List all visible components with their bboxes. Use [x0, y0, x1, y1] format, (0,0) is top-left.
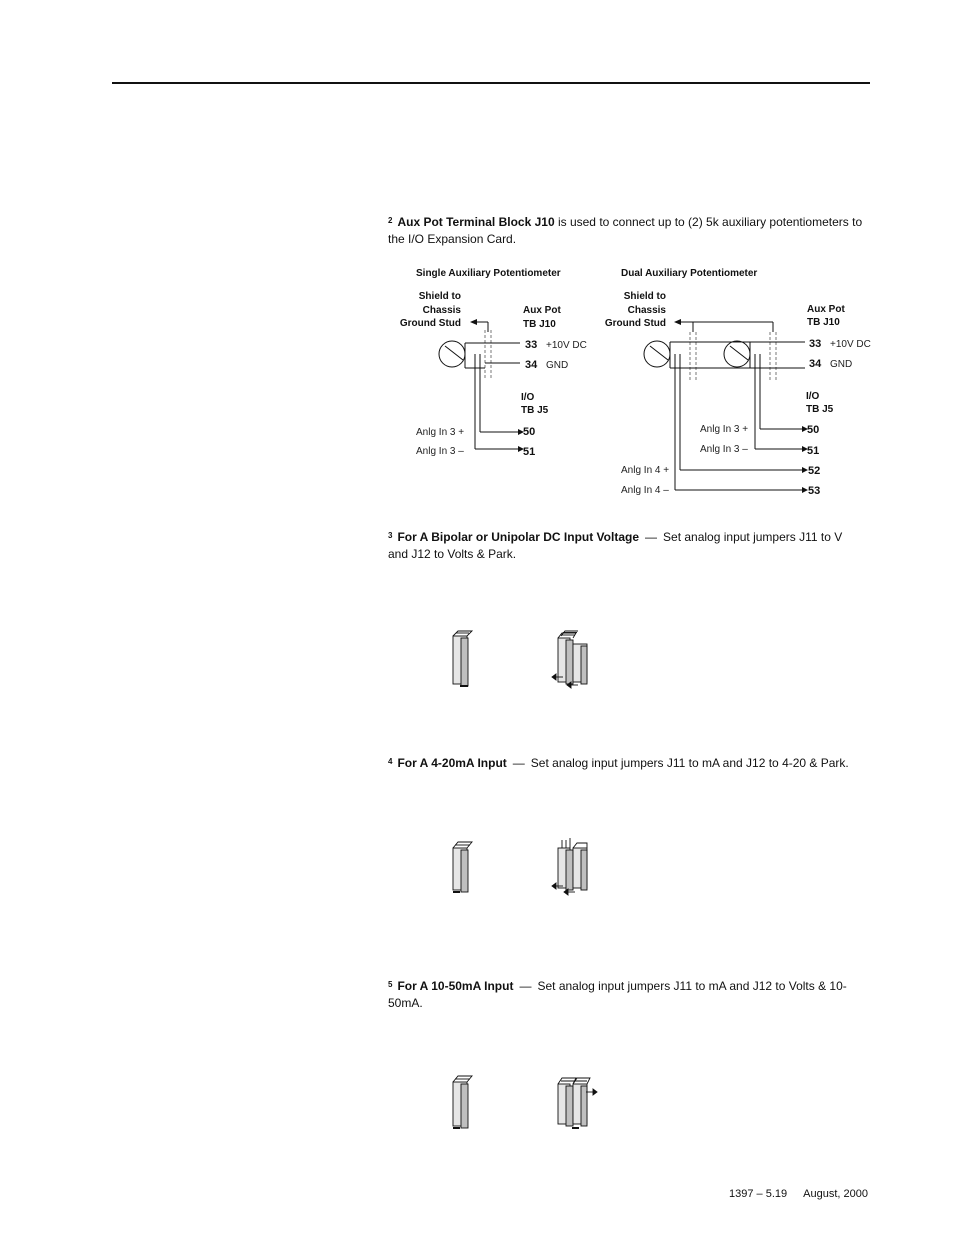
- dual-shield-line-2: Chassis: [627, 305, 666, 316]
- note-number: 2: [388, 216, 393, 225]
- dual-input-52: 52: [808, 465, 821, 477]
- note-text: Set analog input jumpers J11 to mA and J12 to 4-20 & Park.: [530, 756, 849, 770]
- jumper-j11-icon: [453, 1076, 472, 1128]
- dual-terminal-33: 33: [809, 338, 822, 350]
- note-heading: For A 4-20mA Input: [397, 756, 507, 770]
- single-title: Single Auxiliary Potentiometer: [416, 268, 561, 279]
- note-4-20ma: [388, 755, 864, 772]
- dual-io-line-1: I/O: [806, 391, 820, 402]
- dual-input-53-label: Anlg In 4 –: [621, 485, 669, 496]
- dual-input-50-label: Anlg In 3 +: [700, 424, 749, 435]
- note-heading: Aux Pot Terminal Block J10: [397, 215, 555, 229]
- note-text: Set analog input jumpers J11 to V and J12 to Volts & Park.: [388, 530, 843, 561]
- single-input-51-label: Anlg In 3 –: [416, 446, 464, 457]
- dual-title: Dual Auxiliary Potentiometer: [621, 268, 758, 279]
- dual-input-53: 53: [808, 485, 821, 497]
- dual-auxpot-line-2: TB J10: [807, 317, 840, 328]
- page-footer: [729, 1188, 868, 1200]
- dual-terminal-33-label: +10V DC: [830, 339, 871, 350]
- note-heading: For A 10-50mA Input: [397, 979, 514, 993]
- dual-auxpot-line-1: Aux Pot: [807, 304, 845, 315]
- single-terminal-34: 34: [525, 359, 538, 371]
- jumper-j11-icon: [453, 842, 472, 892]
- note-text: Set analog input jumpers J11 to mA and J12 to Volts & 10-50mA.: [388, 979, 847, 1010]
- jumper-illustration-10-50ma: [440, 1070, 610, 1136]
- footer-doc-number: 1397 – 5.19: [729, 1188, 788, 1200]
- single-auxpot-line-1: Aux Pot: [523, 305, 561, 316]
- note-number: 4: [388, 757, 393, 766]
- dual-io-line-2: TB J5: [806, 404, 834, 415]
- jumper-illustration-4-20ma: [440, 834, 600, 900]
- note-dc-voltage: [388, 529, 864, 563]
- single-io-line-2: TB J5: [521, 405, 549, 416]
- single-input-50-label: Anlg In 3 +: [416, 427, 465, 438]
- jumper-j12-icon: [558, 1078, 597, 1128]
- dual-terminal-34: 34: [809, 358, 822, 370]
- jumper-j11-icon: [453, 631, 472, 686]
- note-dash: —: [512, 756, 525, 770]
- dual-terminal-34-label: GND: [830, 359, 853, 370]
- dual-input-50: 50: [807, 424, 820, 436]
- jumper-illustration-voltage: [440, 628, 600, 694]
- single-terminal-33-label: +10V DC: [546, 340, 587, 351]
- dual-input-51-label: Anlg In 3 –: [700, 444, 748, 455]
- single-terminal-33: 33: [525, 339, 538, 351]
- note-heading: For A Bipolar or Unipolar DC Input Voltage: [397, 530, 640, 544]
- note-dash: —: [645, 530, 658, 544]
- jumper-j12-icon: [552, 838, 587, 895]
- footer-date: August, 2000: [803, 1188, 868, 1200]
- note-dash: —: [519, 979, 532, 993]
- single-terminal-34-label: GND: [546, 360, 569, 371]
- dual-shield-line-3: Ground Stud: [604, 318, 666, 329]
- single-input-50: 50: [523, 426, 536, 438]
- single-input-51: 51: [523, 446, 536, 458]
- note-number: 3: [388, 531, 393, 540]
- note-text: is used to connect up to (2) 5k auxiliary potentiometers to the I/O Expansion Card.: [388, 215, 863, 246]
- aux-pot-wiring-diagram: [0, 0, 954, 510]
- dual-shield-line-1: Shield to: [623, 291, 666, 302]
- dual-input-52-label: Anlg In 4 +: [621, 465, 670, 476]
- single-shield-line-3: Ground Stud: [399, 318, 461, 329]
- single-auxpot-line-2: TB J10: [523, 319, 556, 330]
- single-shield-line-1: Shield to: [418, 291, 461, 302]
- note-10-50ma: [388, 978, 864, 1012]
- dual-input-51: 51: [807, 445, 820, 457]
- single-shield-line-2: Chassis: [422, 305, 461, 316]
- note-number: 5: [388, 980, 393, 989]
- single-io-line-1: I/O: [521, 392, 535, 403]
- jumper-j12-icon: [552, 631, 587, 688]
